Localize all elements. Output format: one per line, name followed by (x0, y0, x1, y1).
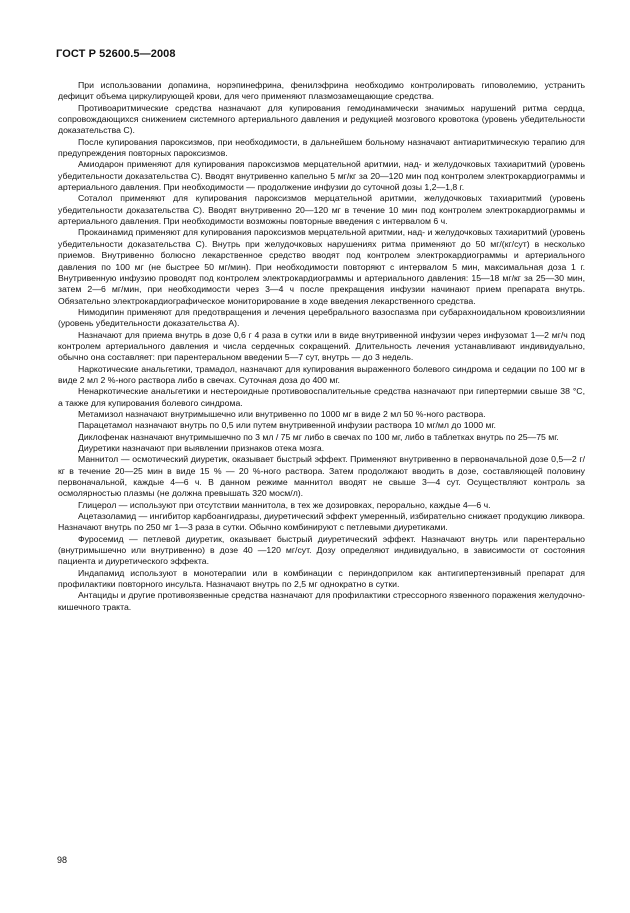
document-header: ГОСТ Р 52600.5—2008 (56, 48, 176, 60)
body-text (58, 80, 585, 613)
paragraph: Антациды и другие противоязвенные средства назначают для профилактики стрессорного язвенного поражения желудочно-кишечного тракта. (58, 590, 585, 612)
paragraph: При использовании допамина, норэпинефрина, фенилэфрина необходимо контролировать гиповолемию, устранить дефицит объема циркулирующей крови, для чего применяют плазмозамещающие средства. (58, 80, 585, 102)
paragraph: Ацетазоламид — ингибитор карбоангидразы, диуретический эффект умеренный, избирательно снижает продукцию ликвора. Назначают внутрь по 250 мг 1—3 раза в сутки. Обычно комбинируют с петлевыми диуретиками. (58, 511, 585, 533)
paragraph: Противоаритмические средства назначают для купирования гемодинамически значимых нарушений ритма сердца, сопровождающихся снижением системного артериального давления и редукцией мозгового кровотока (уровень убедительности доказательства С). (58, 102, 585, 136)
paragraph: Индапамид используют в монотерапии или в комбинации с периндоприлом как антигипертензивный препарат для профилактики повторного инсульта. Назначают внутрь по 2,5 мг однократно в сутки. (58, 567, 585, 590)
paragraph: Диуретики назначают при выявлении признаков отека мозга. (78, 443, 325, 453)
page-number: 98 (57, 855, 68, 865)
paragraph: Соталол применяют для купирования пароксизмов мерцательной аритмии, желудочковых тахиаритмий (уровень убедительности доказательства С). Вводят внутривенно 20—120 мг в течение 10 мин под контролем электрокардиограммы и артериального давления. При необходимости возможны повторные введения с интервалом 6 ч. (58, 193, 585, 227)
paragraph: Прокаинамид применяют для купирования пароксизмов мерцательной аритмии, над- и желудочковых тахиаритмий (уровень убедительности доказательства С). Внутрь при желудочковых нарушениях ритма применяют до 50 мг/(кг/сут) в несколько приемов. Внутривенно болюсно лекарственное средство вводят под контролем электрокардиограммы и артериального давления по 100 мг (не быстрее 50 мг/мин). При необходимости повторяют с интервалом 5 мин, максимальная доза 1 г. Внутривенную инфузию проводят под контролем электрокардиограммы и артериального давления: 15—18 мг/кг за 25—30 мин, затем 2—6 мг/мин, при необходимости через 3—4 ч после прекращения инфузии начинают прием препарата внутрь. Обязательно электрокардиографическое мониторирование в ходе введения лекарственного средства. (58, 227, 585, 306)
paragraph: Наркотические анальгетики, трамадол, назначают для купирования выраженного болевого синдрома и седации по 100 мг в виде 2 мл 2 %-ного раствора либо в свечах. Суточная доза до 400 мг. (58, 363, 585, 385)
paragraph: Ненаркотические анальгетики и нестероидные противовоспалительные средства назначают при гипертермии свыше 38 °С, а также для купирования болевого синдрома. (58, 386, 585, 408)
paragraph: Назначают для приема внутрь в дозе 0,6 г 4 раза в сутки или в виде внутривенной инфузии через инфузомат 1—2 мг/ч под контролем артериального давления и числа сердечных сокращений. Длительность лечения устанавливают индивидуально, обычно она составляет: при парентеральном введении 5—7 сут, внутрь — до 3 недель. (58, 329, 585, 363)
paragraph: После купирования пароксизмов, при необходимости, в дальнейшем больному назначают антиаритмическую терапию для предупреждения повторных пароксизмов. (58, 136, 585, 159)
paragraph: Нимодипин применяют для предотвращения и лечения церебрального вазоспазма при субарахноидальном кровоизлиянии (уровень убедительности доказательства А). (58, 306, 585, 329)
paragraph: Амиодарон применяют для купирования пароксизмов мерцательной аритмии, над- и желудочковых тахиаритмий (уровень убедительности доказательства С). Вводят внутривенно капельно 5 мг/кг за 20—120 мин под контролем электрокардиограммы и артериального давления. При необходимости — продолжение инфузии до суточной дозы 1,2—1,8 г. (58, 159, 585, 193)
paragraph: Диклофенак назначают внутримышечно по 3 мл / 75 мг либо в свечах по 100 мг, либо в таблетках внутрь по 25—75 мг. (78, 431, 559, 442)
paragraph: Парацетамол назначают внутрь по 0,5 или путем внутривенной инфузии раствора 10 мг/мл до 1000 мг. (78, 420, 496, 431)
paragraph: Метамизол назначают внутримышечно или внутривенно по 1000 мг в виде 2 мл 50 %-ного раствора. (78, 408, 486, 419)
paragraph: Фуросемид — петлевой диуретик, оказывает быстрый диуретический эффект. Назначают внутрь или парентерально (внутримышечно или внутривенно) в дозе 40 —120 мг/сут. Дозу определяют индивидуально, в зависимости от состояния пациента и диуретического эффекта. (58, 533, 585, 567)
paragraph: Глицерол — используют при отсутствии маннитола, в тех же дозировках, перорально, каждые 4—6 ч. (78, 499, 491, 510)
paragraph: Маннитол — осмотический диуретик, оказывает быстрый эффект. Применяют внутривенно в первоначальной дозе 0,5—2 г/кг в течение 20—25 мин в виде 15 % — 20 %-ного раствора. Затем продолжают вводить в дозе, составляющей половину первоначальной, каждые 4—6 ч. В данном режиме маннитол вводят не свыше 3—4 сут. Осуществляют контроль за осмолярностью плазмы (не должна превышать 320 мосм/л). (58, 454, 585, 499)
